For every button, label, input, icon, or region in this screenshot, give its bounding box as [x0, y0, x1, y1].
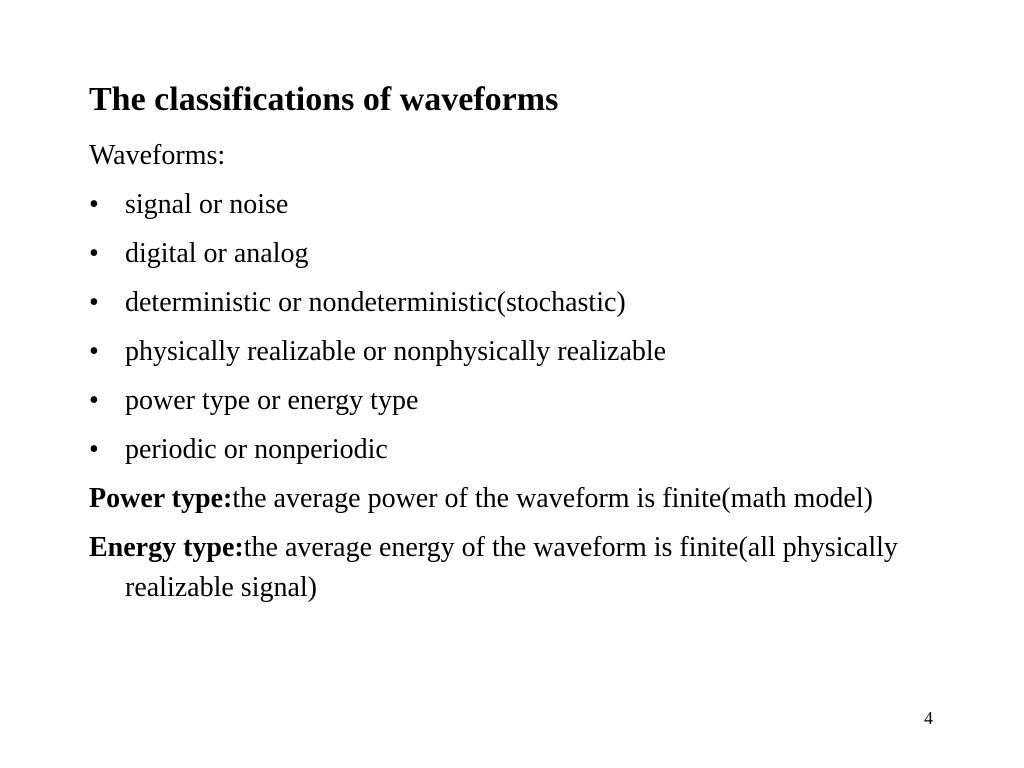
bullet-icon: • [89, 385, 99, 416]
bullet-list [89, 185, 969, 470]
list-item-text: digital or analog [125, 238, 309, 269]
list-item-text: deterministic or nondeterministic(stochastic) [125, 287, 626, 318]
bullet-icon: • [89, 287, 99, 318]
list-item-text: signal or noise [125, 189, 289, 220]
power-type-definition [89, 479, 969, 519]
energy-type-text: the average energy of the waveform is finite(all physically realizable signal) [125, 532, 898, 603]
page-number: 4 [924, 708, 933, 728]
bullet-icon: • [89, 189, 99, 220]
list-item [89, 332, 969, 372]
list-item [89, 234, 969, 274]
energy-type-definition [89, 528, 969, 608]
power-type-term: Power type: [89, 483, 233, 514]
power-type-text: the average power of the waveform is finite(math model) [232, 483, 873, 514]
list-item [89, 283, 969, 323]
bullet-icon: • [89, 336, 99, 367]
slide-title: The classifications of waveforms [89, 81, 559, 118]
list-item-text: physically realizable or nonphysically realizable [125, 336, 667, 367]
list-item [89, 430, 969, 470]
bullet-icon: • [89, 434, 99, 465]
bullet-icon: • [89, 238, 99, 269]
list-item [89, 185, 969, 225]
list-item-text: periodic or nonperiodic [125, 434, 388, 465]
energy-type-term: Energy type: [89, 532, 244, 563]
list-item-text: power type or energy type [125, 385, 419, 416]
list-item [89, 381, 969, 421]
slide-body [89, 136, 969, 617]
intro-text: Waveforms: [89, 140, 226, 171]
